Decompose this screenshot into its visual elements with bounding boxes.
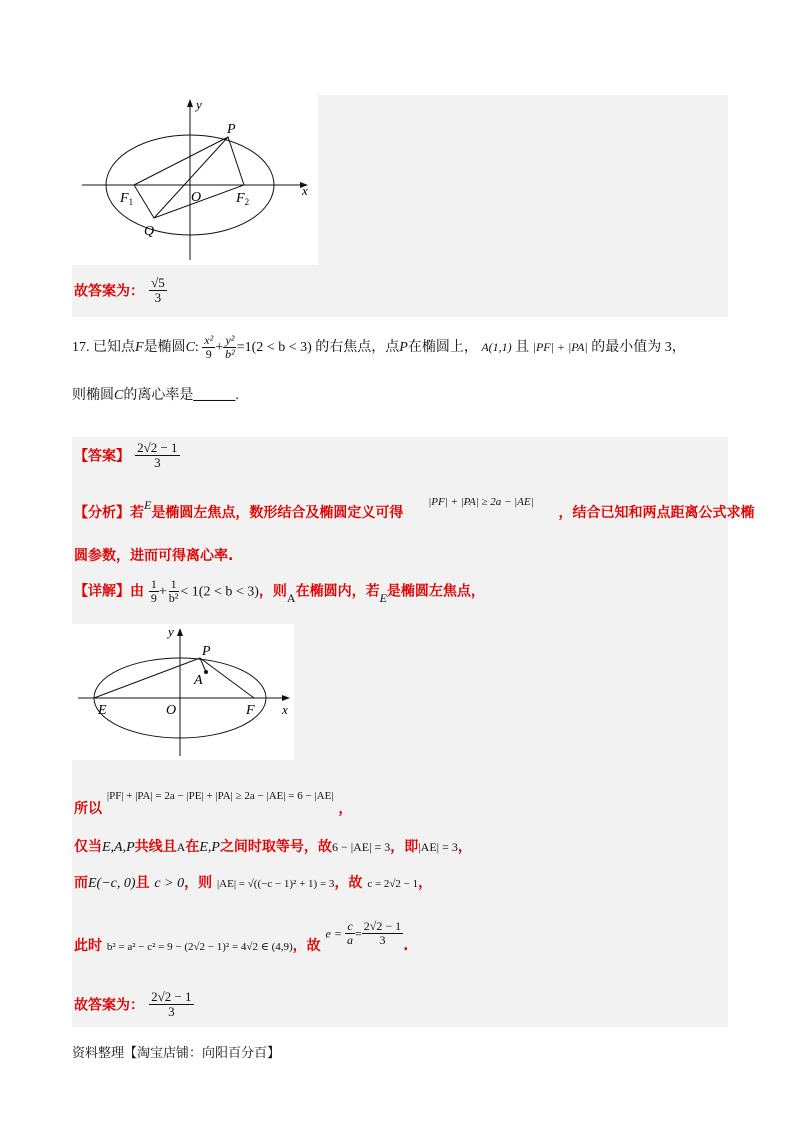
segment-PQ [154, 137, 228, 218]
y-axis-label: y [196, 97, 202, 112]
y-axis-label: y [168, 624, 174, 639]
step3-E: E(−c, 0) [88, 876, 136, 891]
step1-label: 所以 [74, 801, 102, 817]
detail-A: A [286, 590, 296, 605]
answer-label: 【答案】 [74, 448, 130, 465]
step4-t1: 此时 [74, 937, 102, 954]
eq-y2: y² [225, 333, 235, 347]
analysis-expr: |PF| + |PA| ≥ 2a − |AE| [428, 496, 534, 508]
step4-frac-ca [345, 920, 355, 947]
analysis-label: 【分析】 [74, 505, 130, 521]
q-end: . [235, 388, 239, 403]
step3-t2: 且 [135, 875, 150, 891]
step2-t5: ，即 [390, 839, 419, 855]
detail-t2: ，则 [258, 583, 287, 600]
answer-num: 2√2 − 1 [137, 440, 178, 455]
step4-den: 3 [379, 933, 386, 948]
step1-expr: |PF| + |PA| = 2a − |PE| + |PA| ≥ 2a − |AE| = 6 − |AE| [106, 790, 334, 802]
step4-line [74, 919, 409, 954]
step4-c: c [347, 919, 353, 933]
answer-line [74, 441, 180, 471]
q-C2: C [114, 388, 124, 403]
detail-t1: 由 [130, 583, 144, 600]
previous-answer-label: 故答案为： [74, 283, 144, 300]
detail-E: E [379, 590, 387, 605]
final-answer-fraction [149, 990, 193, 1020]
step4-num: 2√2 − 1 [363, 919, 402, 933]
q-text-g: 则椭圆 [72, 388, 114, 403]
point-label-P: P [227, 122, 236, 137]
q-point-A: A(1,1) [481, 339, 512, 354]
q-F: F [135, 339, 144, 355]
step4-end: . [403, 937, 409, 954]
eq-9: 9 [205, 347, 212, 362]
answer-blank: ______ [193, 388, 236, 403]
step3-c: c > 0 [154, 876, 185, 891]
step3-c2: c = 2√2 − 1 [367, 878, 419, 890]
step3-eq: |AE| = √((−c − 1)² + 1) = 3 [216, 878, 335, 890]
detail-f1-den: 9 [150, 591, 157, 606]
analysis-t3: ，结合已知和两点距离公式求椭 [558, 505, 755, 521]
analysis-t4: 圆参数，进而可得离心率. [74, 548, 234, 564]
step2-line [74, 836, 472, 856]
q-text-h: 的离心率是 [123, 388, 194, 403]
point-label-F2: $F_2$ [236, 191, 250, 207]
step4-t2: ，故 [292, 937, 321, 954]
detail-f1-num: 1 [150, 577, 157, 591]
analysis-t1: 若 [130, 505, 144, 521]
eq-frac-x [202, 334, 215, 361]
step2-end: ， [457, 839, 472, 855]
point-label-F: F [246, 703, 255, 718]
analysis-line2 [74, 545, 233, 565]
q-P: P [399, 339, 408, 355]
q-text-c: 的右焦点，点 [315, 339, 400, 355]
point-label-F1: $F_1$ [120, 191, 134, 207]
previous-answer-line [74, 276, 167, 306]
footer-source: 资料整理【淘宝店铺：向阳百分百】 [72, 1046, 281, 1061]
ellipse-figure-1 [72, 95, 318, 265]
step2-eq2: |AE| = 3 [418, 840, 458, 854]
y-axis-arrow [177, 628, 183, 636]
detail-frac1 [149, 578, 159, 605]
detail-f2-den: b² [168, 591, 179, 606]
eq-x2: x² [204, 333, 214, 347]
step2-A: A [176, 840, 186, 854]
step4-e: e = [325, 926, 345, 941]
q-expr: |PF| + |PA| [532, 339, 588, 354]
step2-t2: 共线且 [134, 839, 177, 855]
analysis-E: E [144, 498, 152, 512]
origin-label-O: O [191, 190, 202, 205]
question-number: 17. [72, 339, 90, 355]
step2-t1: 仅当 [74, 839, 102, 855]
previous-answer-num: √5 [151, 275, 165, 290]
x-axis-arrow [282, 695, 290, 701]
final-answer-num: 2√2 − 1 [151, 989, 192, 1004]
step2-eq1: 6 − |AE| = 3 [331, 840, 391, 854]
point-label-A: A [194, 673, 203, 688]
quadrilateral-F1-P-F2-Q [134, 137, 244, 218]
point-label-Q: Q [144, 224, 155, 239]
step2-points: E,A,P [102, 840, 135, 855]
q-text-a: 已知点 [93, 339, 135, 355]
step3-t1: 而 [74, 875, 88, 891]
point-A [204, 670, 208, 674]
q-text-d: 在椭圆上， [407, 339, 478, 355]
step4-a: a [346, 933, 353, 948]
detail-t4: 是椭圆左焦点， [386, 583, 485, 600]
step3-end: ， [418, 875, 433, 891]
question-17-line1: 17. 已知点F是椭圆C: $\frac{\text{x²}}{9}$ + $\frac{\text{y²}}{\text{b²}}$ =1(2 < b < 3) 的右焦点，点P在椭圆上， A(1,1) 且 |PF| + |PA| 的最小值为 3， [72, 333, 686, 362]
step4-eq: b² = a² − c² = 9 − (2√2 − 1)² = 4√2 ∈ (4,9) [106, 940, 293, 953]
question-17-line2 [72, 384, 239, 404]
answer-fraction [135, 441, 179, 471]
detail-ineq: < 1(2 < b < 3) [180, 584, 259, 600]
y-axis-arrow [187, 99, 193, 107]
eq-rest: =1(2 < b < 3) [236, 339, 312, 355]
previous-answer-fraction [149, 276, 167, 306]
origin-label-O: O [166, 703, 177, 718]
detail-line1: 【详解】由 $\frac{1}{9}$ + $\frac{1}{\text{b²}}$ < 1(2 < b < 3)，则A在椭圆内，若E是椭圆左焦点， [74, 577, 485, 606]
step3-t3: ，则 [184, 875, 213, 891]
final-answer-den: 3 [168, 1004, 175, 1020]
answer-den: 3 [154, 455, 161, 471]
point-label-E: E [98, 703, 107, 718]
x-axis-label: x [302, 183, 308, 198]
previous-answer-den: 3 [154, 290, 162, 306]
final-answer-label: 故答案为： [74, 997, 144, 1014]
analysis-t2: 是椭圆左焦点，数形结合及椭圆定义可得 [151, 505, 404, 521]
eq-frac-y [223, 334, 237, 361]
step2-t4: 之间时取等号，故 [219, 839, 332, 855]
detail-label: 【详解】 [74, 583, 130, 600]
final-answer-line [74, 990, 194, 1020]
ellipse-figure-2 [72, 624, 294, 760]
step2-t3: 在 [185, 839, 200, 855]
q-text-e: 且 [515, 339, 530, 355]
step1-line [74, 784, 353, 817]
detail-frac2 [167, 578, 181, 605]
step2-EP: E,P [199, 840, 220, 855]
detail-f2-num: 1 [170, 577, 177, 591]
step4-eqsign: = [354, 926, 362, 941]
detail-t3: 在椭圆内，若 [295, 583, 380, 600]
q-text-f: 的最小值为 3， [591, 339, 686, 355]
step4-frac-result [362, 920, 403, 947]
analysis-line1 [74, 496, 755, 522]
q-text-b: 是椭圆 [143, 339, 186, 355]
segment-EP [94, 658, 200, 698]
step3-line [74, 872, 432, 892]
point-label-P: P [202, 644, 211, 659]
eq-b2: b² [225, 347, 235, 362]
step1-end: ， [338, 801, 353, 817]
q-C: C [185, 339, 195, 355]
step3-t4: ，故 [334, 875, 363, 891]
x-axis-label: x [282, 702, 288, 717]
